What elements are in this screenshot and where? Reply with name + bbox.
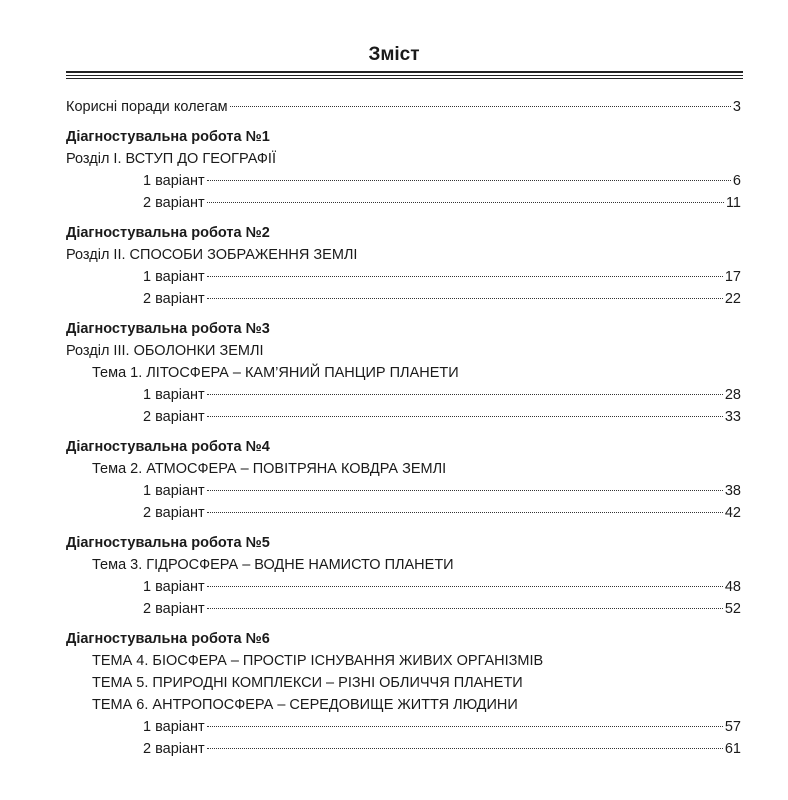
section-subtitle: Тема 1. ЛІТОСФЕРА – КАМ’ЯНИЙ ПАНЦИР ПЛАНЕТИ [92,365,459,381]
dot-leader [207,512,723,513]
toc-page-number: 6 [732,173,741,189]
toc-entry[interactable] [66,266,741,288]
section-heading: Діагностувальна робота №6 [66,631,270,647]
toc-entry-label: 1 варіант [143,719,205,735]
toc-page-number: 61 [724,741,741,757]
toc-entry[interactable] [66,576,741,598]
dot-leader [230,106,731,107]
dot-leader [207,586,723,587]
section-heading: Діагностувальна робота №1 [66,129,270,145]
toc-entry-label: 1 варіант [143,579,205,595]
toc-entry-label: 1 варіант [143,173,205,189]
toc-page-number: 57 [724,719,741,735]
toc-entry[interactable] [66,96,741,118]
toc-entry-label: 2 варіант [143,195,205,211]
toc-entry-label: 2 варіант [143,409,205,425]
toc-entry[interactable] [66,738,741,760]
toc-page-number: 11 [725,195,741,211]
toc-page-number: 52 [724,601,741,617]
dot-leader [207,298,723,299]
toc-page-number: 42 [724,505,741,521]
toc-entry[interactable] [66,598,741,620]
toc-page-number: 3 [732,99,741,115]
section-heading: Діагностувальна робота №4 [66,439,270,455]
toc-entry-label: 2 варіант [143,291,205,307]
section-heading: Діагностувальна робота №3 [66,321,270,337]
toc-page-number: 22 [724,291,741,307]
toc-page-number: 33 [724,409,741,425]
dot-leader [207,490,723,491]
toc-entry-label: 1 варіант [143,483,205,499]
dot-leader [207,748,723,749]
page-title: Зміст [368,44,420,65]
toc-entry-label: 2 варіант [143,741,205,757]
toc-entry-label: 2 варіант [143,505,205,521]
title-rule-thin-2 [66,78,743,79]
dot-leader [207,416,723,417]
toc-entry[interactable] [66,716,741,738]
toc-entry[interactable] [66,480,741,502]
section-subtitle: Тема 2. АТМОСФЕРА – ПОВІТРЯНА КОВДРА ЗЕМЛІ [92,461,447,477]
toc-page-number: 28 [724,387,741,403]
toc-entry-label: 2 варіант [143,601,205,617]
dot-leader [207,276,723,277]
toc-entry[interactable] [66,170,741,192]
toc-entry[interactable] [66,502,741,524]
section-subtitle: Розділ ІІІ. ОБОЛОНКИ ЗЕМЛІ [66,343,264,359]
dot-leader [207,180,731,181]
toc-entry-label: 1 варіант [143,269,205,285]
toc-page-number: 38 [724,483,741,499]
section-heading: Діагностувальна робота №2 [66,225,270,241]
section-subtitle: Розділ ІІ. СПОСОБИ ЗОБРАЖЕННЯ ЗЕМЛІ [66,247,358,263]
section-heading: Діагностувальна робота №5 [66,535,270,551]
toc-entry[interactable] [66,384,741,406]
dot-leader [207,202,724,203]
dot-leader [207,608,723,609]
section-subtitle: Розділ І. ВСТУП ДО ГЕОГРАФІЇ [66,151,276,167]
toc-entry[interactable] [66,288,741,310]
dot-leader [207,726,723,727]
toc-entry-label: Корисні поради колегам [66,99,228,115]
toc-page-number: 17 [724,269,741,285]
section-subtitle: ТЕМА 5. ПРИРОДНІ КОМПЛЕКСИ – РІЗНІ ОБЛИЧЧЯ ПЛАНЕТИ [92,675,523,691]
section-subtitle: ТЕМА 4. БІОСФЕРА – ПРОСТІР ІСНУВАННЯ ЖИВИХ ОРГАНІЗМІВ [92,653,544,669]
title-rule-thick [66,71,743,73]
dot-leader [207,394,723,395]
table-of-contents [66,96,741,760]
toc-page-number: 48 [724,579,741,595]
toc-entry[interactable] [66,192,741,214]
toc-entry[interactable] [66,406,741,428]
section-subtitle: Тема 3. ГІДРОСФЕРА – ВОДНЕ НАМИСТО ПЛАНЕТИ [92,557,454,573]
toc-entry-label: 1 варіант [143,387,205,403]
section-subtitle: ТЕМА 6. АНТРОПОСФЕРА – СЕРЕДОВИЩЕ ЖИТТЯ ЛЮДИНИ [92,697,518,713]
title-rule-thin [66,75,743,76]
